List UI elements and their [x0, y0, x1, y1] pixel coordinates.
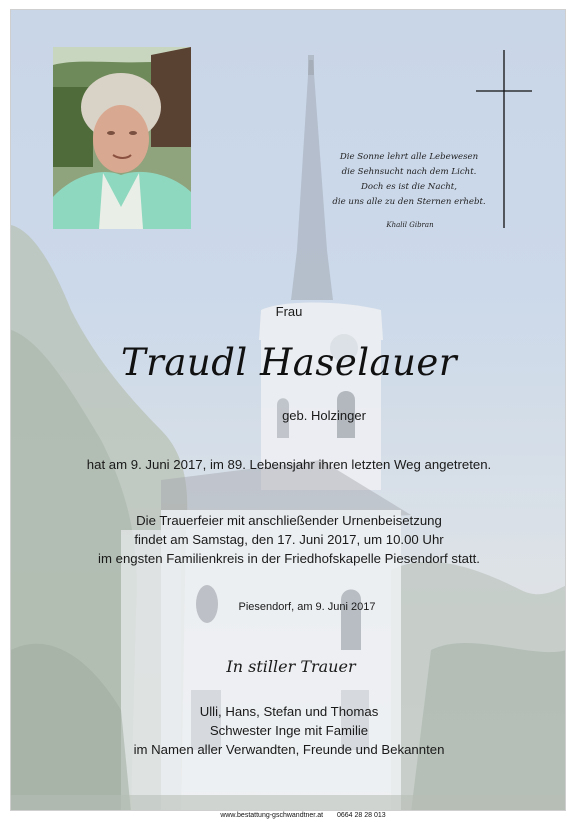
quote-line: die Sehnsucht nach dem Licht.	[341, 167, 477, 177]
quote-line: Doch es ist die Nacht,	[361, 182, 457, 192]
place-date: Piesendorf, am 9. Juni 2017	[238, 601, 376, 613]
funeral-line: im engsten Familienkreis in der Friedhofskapelle Piesendorf statt.	[98, 551, 480, 566]
portrait-photo	[53, 47, 191, 229]
footer-website: www.bestattung-gschwandtner.at	[220, 812, 324, 819]
salutation: Frau	[275, 304, 303, 319]
mourners-line: im Namen aller Verwandten, Freunde und Bekannten	[133, 742, 445, 757]
memorial-quote	[309, 150, 509, 210]
deceased-name: Traudl Haselauer	[120, 341, 458, 384]
mourners-line: Ulli, Hans, Stefan und Thomas	[199, 704, 379, 719]
quote-author: Khalil Gibran	[386, 221, 434, 229]
obituary-card	[10, 9, 566, 811]
mourning-heading: In stiller Trauer	[226, 657, 356, 676]
birth-name: geb. Holzinger	[282, 408, 366, 423]
passing-statement: hat am 9. Juni 2017, im 89. Lebensjahr ihren letzten Weg angetreten.	[86, 457, 492, 472]
funeral-line: Die Trauerfeier mit anschließender Urnenbeisetzung	[136, 513, 442, 528]
footer-phone: 0664 28 28 013	[337, 812, 386, 819]
funeral-line: findet am Samstag, den 17. Juni 2017, um 10.00 Uhr	[134, 532, 444, 547]
footer	[0, 812, 576, 819]
quote-line: Die Sonne lehrt alle Lebewesen	[339, 152, 479, 162]
mourners-line: Schwester Inge mit Familie	[209, 723, 369, 738]
quote-line: die uns alle zu den Sternen erhebt.	[332, 197, 486, 207]
